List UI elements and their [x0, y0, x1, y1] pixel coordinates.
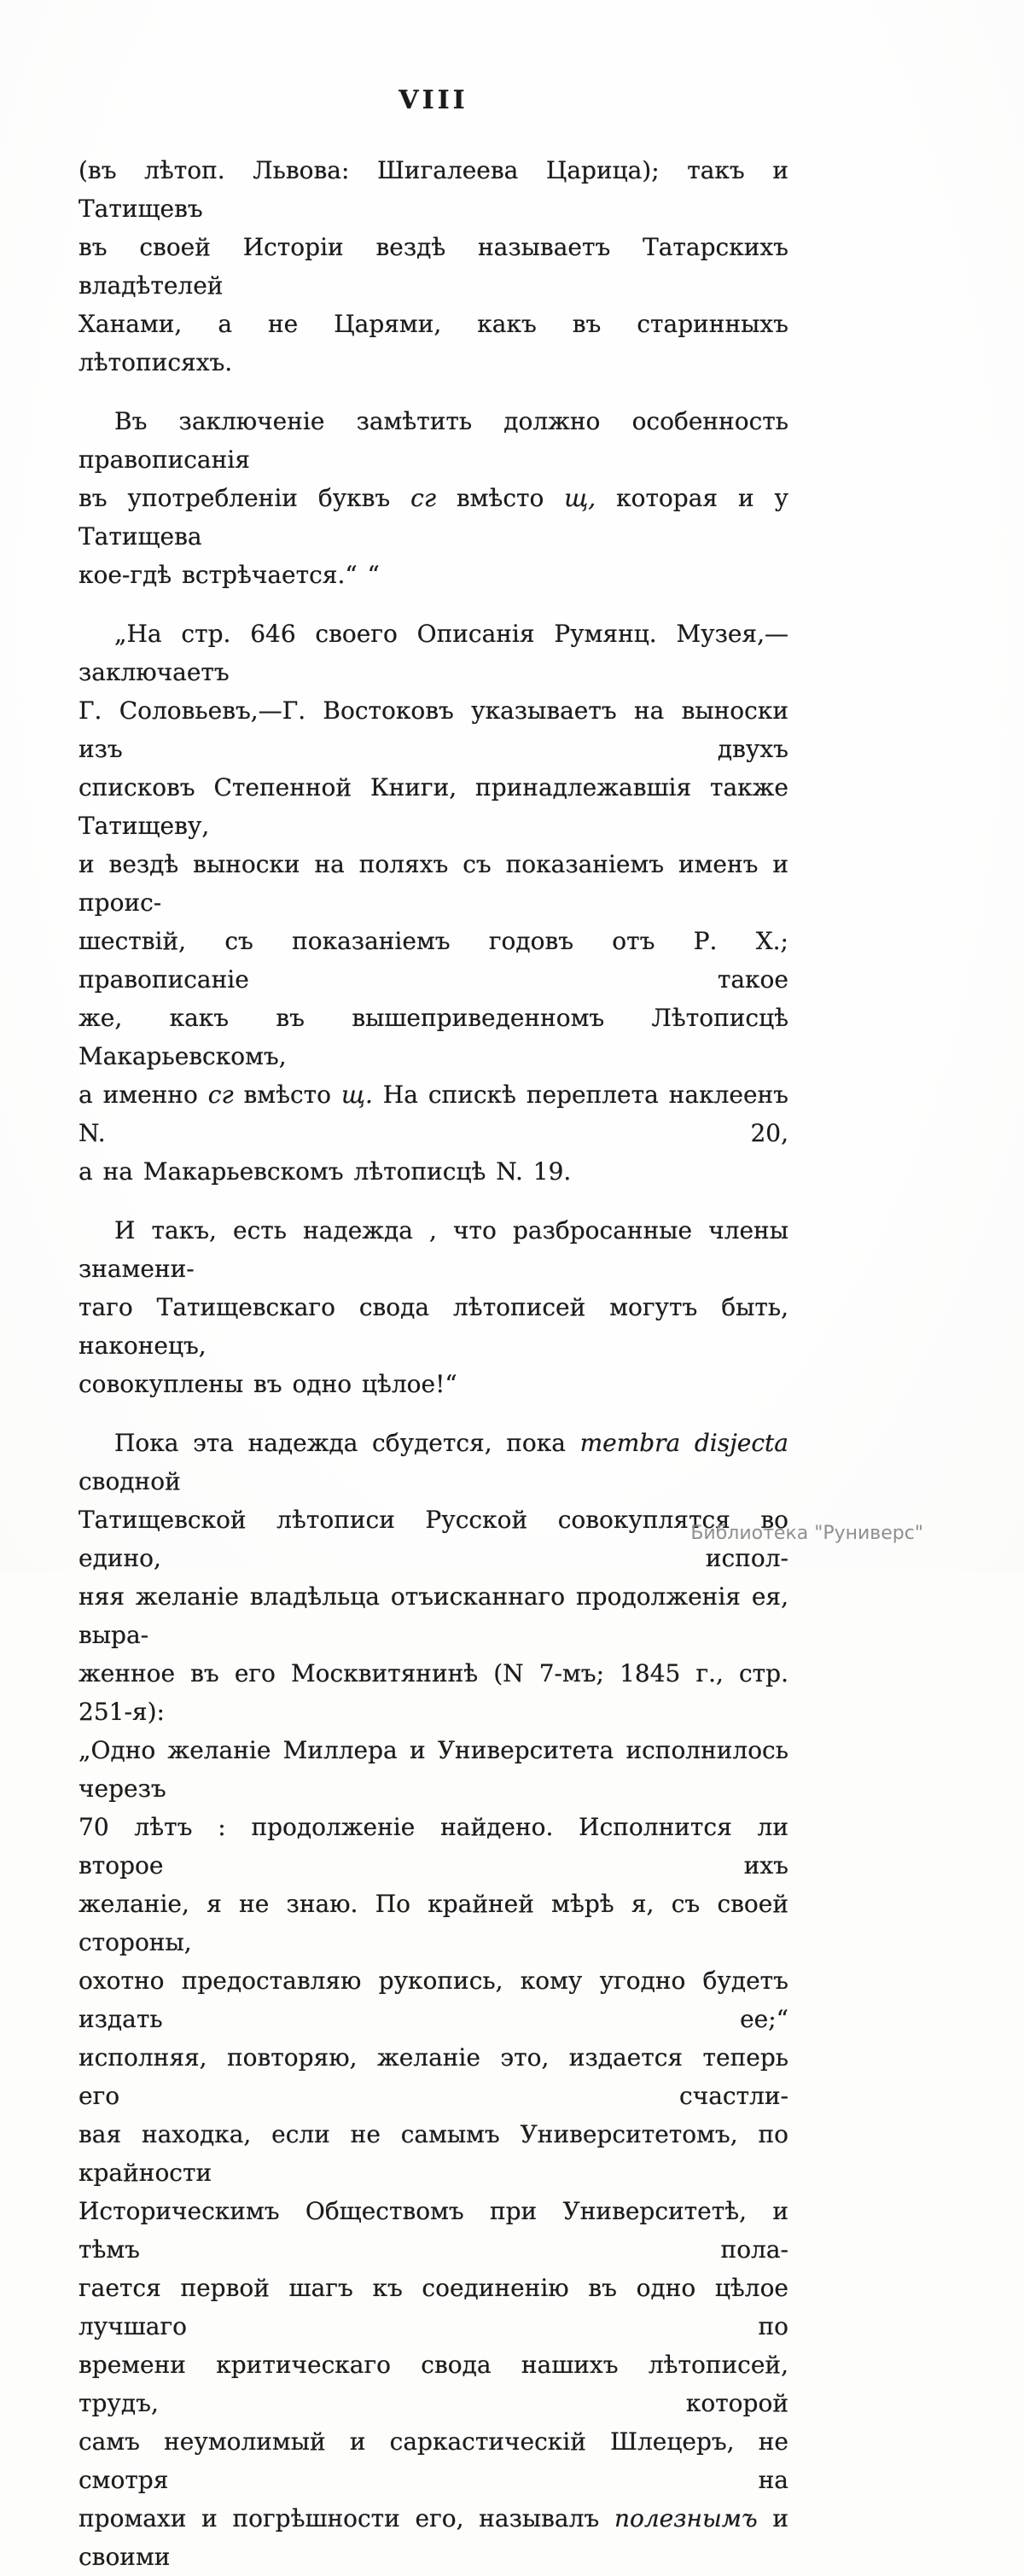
- text-line: [79, 2499, 788, 2576]
- text-line: [79, 2269, 788, 2346]
- text-segment: няя желаніе владѣльца отъисканнаго продолженія ея, выра-: [79, 1582, 788, 1649]
- text-segment: времени критическаго свода нашихъ лѣтописей, трудъ, которой: [79, 2351, 788, 2417]
- paragraph: [79, 402, 788, 594]
- text-segment: Пока эта надежда сбудется, пока: [114, 1429, 580, 1457]
- text-segment: гается первой шагъ къ соединенію въ одно цѣлое лучшаго по: [79, 2274, 788, 2340]
- text-line: [79, 1885, 788, 1961]
- text-segment: вмѣсто: [436, 484, 565, 512]
- text-segment: Въ заключеніе замѣтить должно особенность правописанія: [79, 407, 788, 474]
- text-segment: На спискѣ переплета наклеенъ N. 20,: [79, 1081, 788, 1147]
- text-line: [79, 999, 788, 1075]
- text-segment: Историческимъ Обществомъ при Университетѣ, и тѣмъ пола-: [79, 2197, 788, 2264]
- text-line: [79, 2115, 788, 2192]
- text-line: [79, 305, 788, 382]
- italic-text-segment: сг: [207, 1081, 234, 1109]
- text-line: [79, 151, 788, 228]
- text-line: [79, 1731, 788, 1808]
- text-line: [79, 2422, 788, 2499]
- text-segment: промахи и погрѣшности его, называлъ: [79, 2504, 614, 2532]
- text-segment: же, какъ въ вышеприведенномъ Лѣтописцѣ Макарьевскомъ,: [79, 1004, 788, 1070]
- text-segment: а именно: [79, 1081, 208, 1109]
- page-number: VIII: [399, 85, 468, 115]
- text-line: [79, 1424, 788, 1501]
- text-segment: желаніе, я не знаю. По крайней мѣрѣ я, съ своей стороны,: [79, 1890, 788, 1956]
- text-line: [79, 691, 788, 768]
- text-line: [79, 479, 788, 556]
- text-segment: 70 лѣтъ : продолженіе найдено. Исполнится ли второе ихъ: [79, 1813, 788, 1880]
- italic-text-segment: щ.: [340, 1081, 373, 1109]
- text-segment: исполняя, повторяю, желаніе это, издается теперь его счастли-: [79, 2043, 788, 2110]
- text-segment: списковъ Степенной Книги, принадлежавшія также Татищеву,: [79, 773, 788, 840]
- italic-text-segment: сг: [410, 484, 436, 512]
- text-line: [79, 402, 788, 479]
- text-segment: вая находка, если не самымъ Университетомъ, по крайности: [79, 2120, 788, 2187]
- italic-text-segment: membra disjecta: [579, 1429, 789, 1457]
- text-line: [79, 1501, 788, 1577]
- text-segment: Ханами, а не Царями, какъ въ старинныхъ лѣтописяхъ.: [79, 310, 788, 376]
- text-line: [79, 1577, 788, 1654]
- text-line: [79, 2038, 788, 2115]
- text-segment: шествій, съ показаніемъ годовъ отъ Р. Х.; правописаніе такое: [79, 927, 788, 994]
- text-segment: вмѣсто: [233, 1081, 341, 1109]
- text-line: [79, 556, 788, 594]
- text-segment: и вездѣ выноски на поляхъ съ показаніемъ именъ и проис-: [79, 850, 788, 917]
- text-line: [79, 1075, 788, 1152]
- text-line: [79, 922, 788, 999]
- text-line: [79, 2346, 788, 2422]
- text-segment: Г. Соловьевъ,—Г. Востоковъ указываетъ на выноски изъ двухъ: [79, 696, 788, 763]
- text-line: [79, 615, 788, 691]
- text-segment: (въ лѣтоп. Львова: Шигалеева Царица); такъ и Татищевъ: [79, 156, 788, 223]
- text-line: [79, 1654, 788, 1731]
- text-segment: а на Макарьевскомъ лѣтописцѣ N. 19.: [79, 1157, 572, 1186]
- text-segment: И такъ, есть надежда , что разбросанные члены знамени-: [79, 1216, 788, 1283]
- text-line: [79, 228, 788, 305]
- text-line: [79, 845, 788, 922]
- text-line: [79, 1152, 788, 1191]
- paragraph: [79, 1424, 788, 2576]
- paragraph: [79, 615, 788, 1191]
- text-segment: сводной: [79, 1467, 181, 1495]
- text-segment: охотно предоставляю рукопись, кому угодно будетъ издать ее;“: [79, 1967, 788, 2033]
- text-segment: въ употребленіи буквъ: [79, 484, 411, 512]
- paragraph: [79, 1211, 788, 1403]
- italic-text-segment: щ,: [564, 484, 596, 512]
- text-line: [79, 1288, 788, 1365]
- text-line: [79, 768, 788, 845]
- text-segment: таго Татищевскаго свода лѣтописей могутъ быть, наконецъ,: [79, 1293, 788, 1360]
- text-segment: и своими: [79, 2504, 788, 2571]
- text-segment: „Одно желаніе Миллера и Университета исполнилось черезъ: [79, 1736, 788, 1803]
- text-line: [79, 1211, 788, 1288]
- paragraph: [79, 151, 788, 382]
- page-body-text: [79, 151, 788, 2576]
- text-line: [79, 2192, 788, 2269]
- italic-text-segment: полезнымъ: [614, 2504, 758, 2532]
- text-segment: совокуплены въ одно цѣлое!“: [79, 1370, 457, 1398]
- library-watermark: Библиотека "Руниверс": [690, 1523, 923, 1544]
- text-segment: самъ неумолимый и саркастическій Шлецеръ, не смотря на: [79, 2427, 788, 2494]
- text-segment: женное въ его Москвитянинѣ (N 7-мъ; 1845 г., стр. 251-я):: [79, 1659, 788, 1726]
- text-line: [79, 1808, 788, 1885]
- text-line: [79, 1365, 788, 1403]
- text-line: [79, 1961, 788, 2038]
- text-segment: Татищевской лѣтописи Русской совокуплятся во едино, испол-: [79, 1506, 788, 1572]
- text-segment: кое-гдѣ встрѣчается.“ “: [79, 561, 380, 589]
- text-segment: которая и у Татищева: [79, 484, 788, 551]
- text-segment: въ своей Исторіи вездѣ называетъ Татарскихъ владѣтелей: [79, 233, 788, 300]
- text-segment: „На стр. 646 своего Описанія Румянц. Музея,—заключаетъ: [79, 620, 788, 686]
